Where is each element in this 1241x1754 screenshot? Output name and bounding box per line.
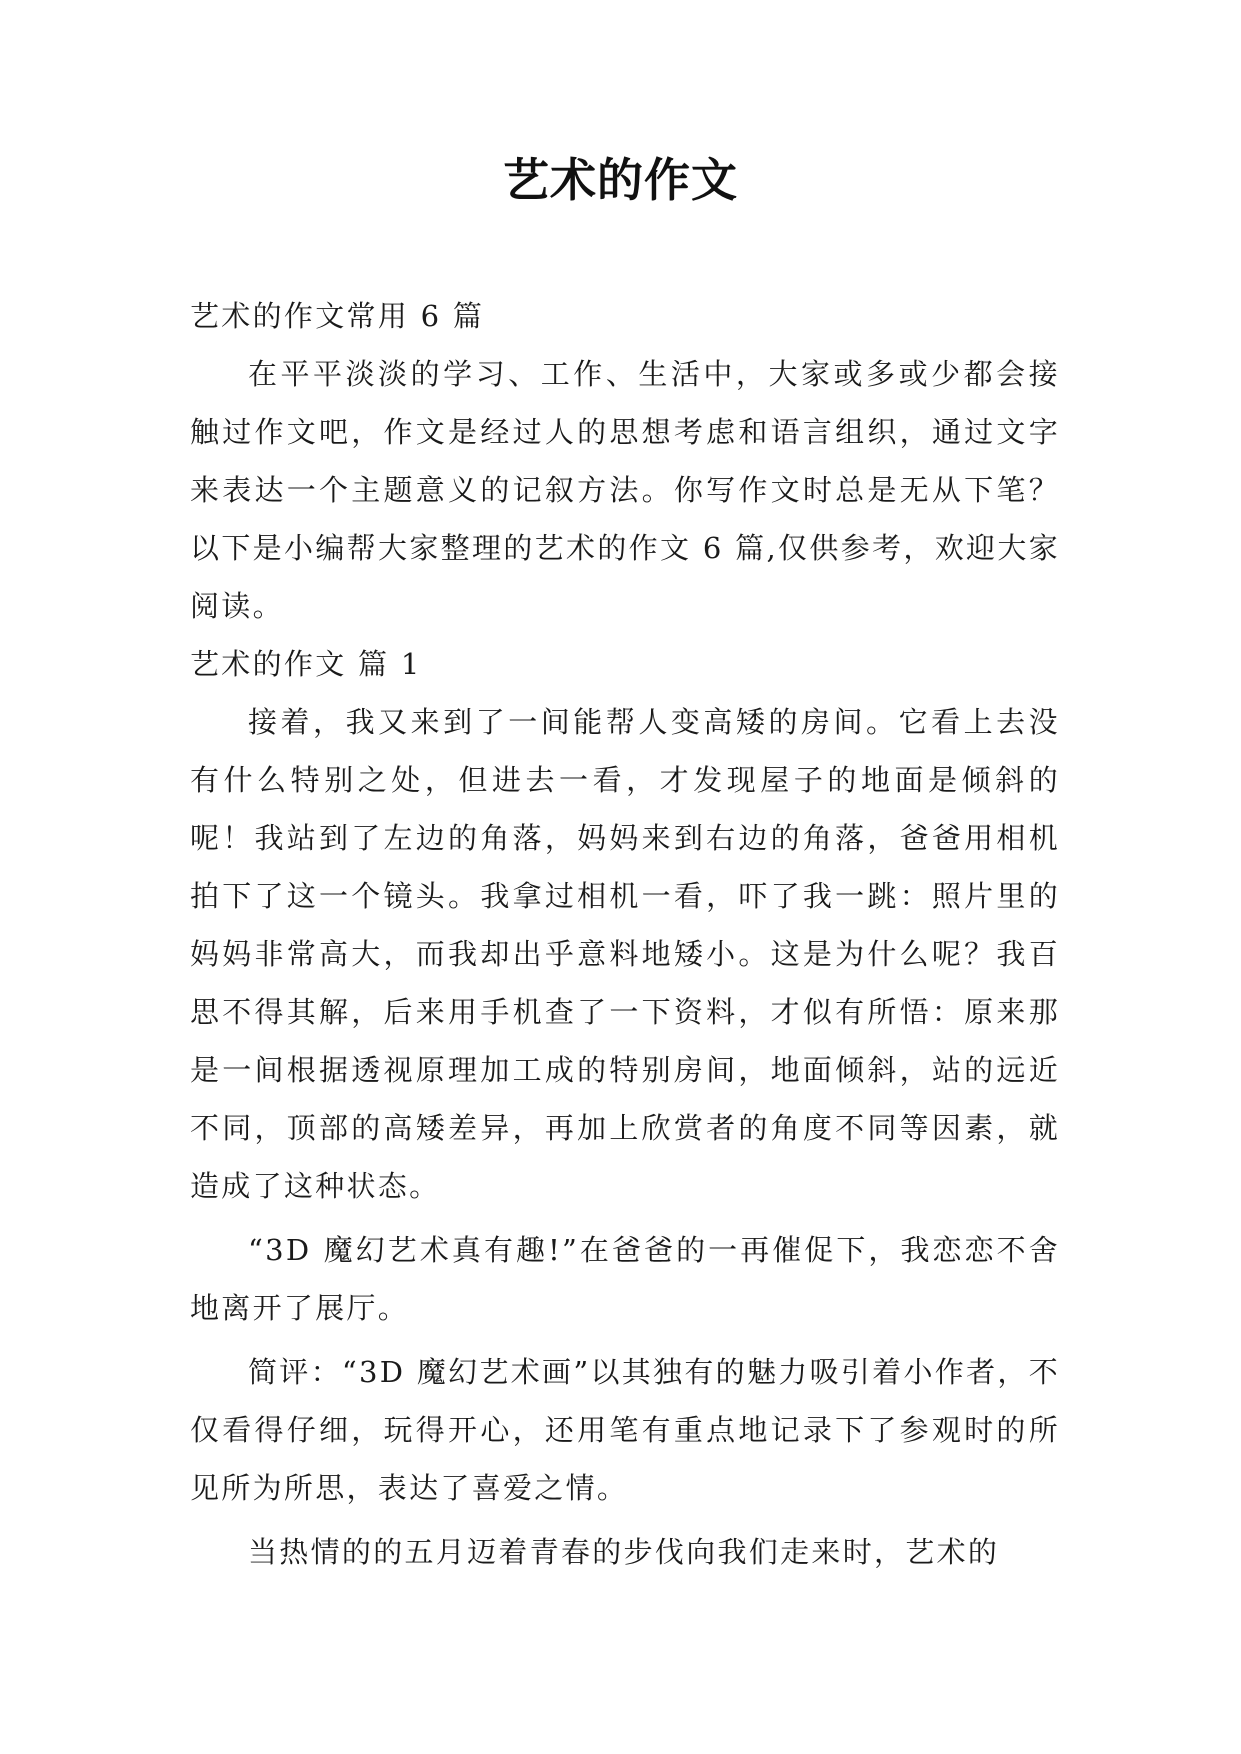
document-body: [190, 287, 1060, 1581]
document-title: 艺术的作文: [503, 153, 738, 207]
review-paragraph: 简评：“3D 魔幻艺术画”以其独有的魅力吸引着小作者，不仅看得仔细，玩得开心，还用笔有重点地记录下了参观时的所见所为所思，表达了喜爱之情。: [190, 1355, 1060, 1505]
section-paragraph: 当热情的的五月迈着青春的步伐向我们走来时，艺术的: [248, 1535, 1000, 1569]
document-subtitle: 艺术的作文常用 6 篇: [190, 299, 485, 333]
section-heading: 艺术的作文 篇 1: [190, 647, 422, 681]
section-paragraph: “3D 魔幻艺术真有趣!”在爸爸的一再催促下，我恋恋不舍地离开了展厅。: [190, 1233, 1060, 1325]
section-paragraph: 接着，我又来到了一间能帮人变高矮的房间。它看上去没有什么特别之处，但进去一看，才发现屋子的地面是倾斜的呢！我站到了左边的角落，妈妈来到右边的角落，爸爸用相机拍下了这一个镜头。我拿过相机一看，吓了我一跳：照片里的妈妈非常高大，而我却出乎意料地矮小。这是为什么呢？我百思不得其解，后来用手机查了一下资料，才似有所悟：原来那是一间根据透视原理加工成的特别房间，地面倾斜，站的远近不同，顶部的高矮差异，再加上欣赏者的角度不同等因素，就造成了这种状态。: [190, 705, 1060, 1203]
intro-paragraph: 在平平淡淡的学习、工作、生活中，大家或多或少都会接触过作文吧，作文是经过人的思想考虑和语言组织，通过文字来表达一个主题意义的记叙方法。你写作文时总是无从下笔？以下是小编帮大家整理的艺术的作文 6 篇,仅供参考，欢迎大家阅读。: [190, 357, 1060, 623]
